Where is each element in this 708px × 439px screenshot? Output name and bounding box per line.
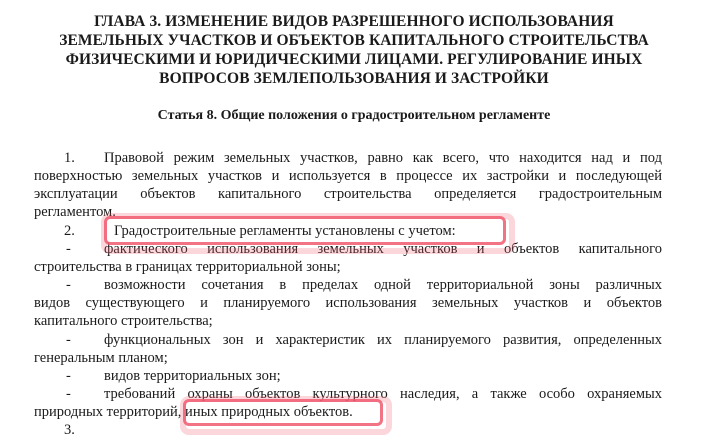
chapter-heading [30, 12, 678, 88]
list-item-line: функциональных зон и характеристик их планируемого развития, определенных [104, 332, 662, 348]
chapter-heading-line: ЗЕМЕЛЬНЫХ УЧАСТКОВ И ОБЪЕКТОВ КАПИТАЛЬНОГО СТРОИТЕЛЬСТВА [59, 32, 649, 49]
list-item-line: генеральным планом; [34, 350, 168, 366]
highlight-annotation [183, 399, 383, 426]
list-dash: - [66, 368, 71, 384]
list-dash: - [66, 386, 71, 402]
paragraph-line: Градостроительные регламенты установлены с учетом: [114, 223, 456, 239]
paragraph-line: эксплуатации объектов капитального строительства определяется градостроительным [34, 186, 662, 202]
list-item-line: фактического использования земельных участков и объектов капитального [104, 241, 662, 257]
list-item-line: видов существующего и планируемого использования земельных участков и объектов [34, 295, 662, 311]
list-item-line: возможности сочетания в пределах одной территориальной зоны различных [104, 277, 662, 293]
chapter-heading-line: ВОПРОСОВ ЗЕМЛЕПОЛЬЗОВАНИЯ И ЗАСТРОЙКИ [159, 70, 549, 87]
item-number: 3. [64, 422, 75, 438]
item-number: 2. [64, 223, 75, 239]
paragraph-line: Правовой режим земельных участков, равно как всего, что находится над и под [104, 150, 662, 166]
chapter-heading-line: ГЛАВА 3. ИЗМЕНЕНИЕ ВИДОВ РАЗРЕШЕННОГО ИСПОЛЬЗОВАНИЯ [94, 13, 614, 30]
list-item-line: капитального строительства; [34, 313, 213, 329]
list-dash: - [66, 241, 71, 257]
list-dash: - [66, 332, 71, 348]
list-item-line: природных территорий, иных природных объектов. [34, 404, 353, 420]
paragraph-line: поверхностью земельных участков и используется в процессе их застройки и последующей [34, 168, 662, 184]
chapter-heading-line: ФИЗИЧЕСКИМИ И ЮРИДИЧЕСКИМИ ЛИЦАМИ. РЕГУЛИРОВАНИЕ ИНЫХ [65, 51, 643, 68]
list-dash: - [66, 277, 71, 293]
highlight-annotation [104, 216, 506, 245]
list-item-line: видов территориальных зон; [104, 368, 281, 384]
item-number: 1. [64, 150, 75, 166]
paragraph-line: регламентом. [34, 204, 116, 220]
list-item-line: требований охраны объектов культурного наследия, а также особо охраняемых [104, 386, 662, 402]
article-title: Статья 8. Общие положения о градостроительном регламенте [157, 108, 551, 123]
list-item-line: строительства в границах территориальной зоны; [34, 259, 341, 275]
